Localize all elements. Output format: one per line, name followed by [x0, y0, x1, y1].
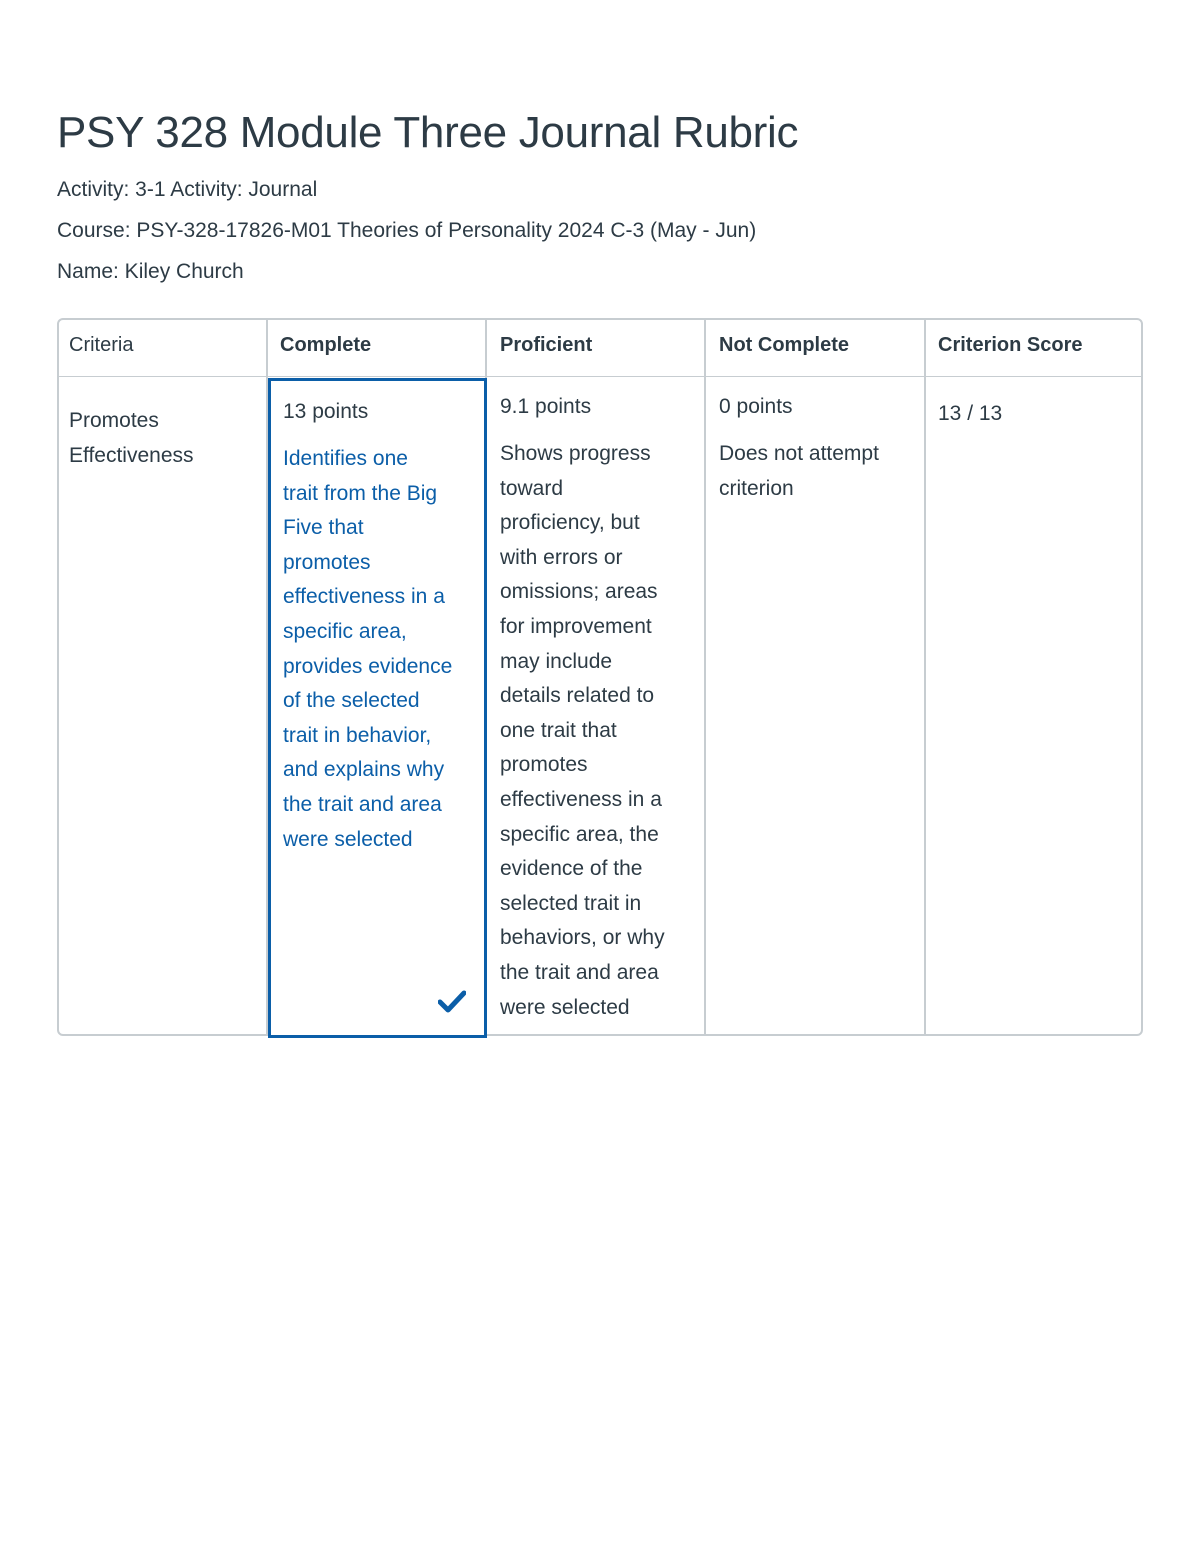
activity-line: Activity: 3-1 Activity: Journal: [57, 178, 318, 201]
rubric-table: [57, 318, 1143, 1036]
header-complete: Complete: [280, 334, 372, 356]
rating-description: Does not attempt criterion: [719, 442, 879, 500]
header-criteria: Criteria: [69, 334, 134, 356]
header-proficient: Proficient: [500, 334, 593, 356]
rating-points: 13 points: [283, 400, 369, 423]
header-criterion-score: Criterion Score: [938, 334, 1083, 356]
rating-description: Identifies one trait from the Big Five that promotes effectiveness in a specific area, provides evidence of the selected trait in behavior, and explains why the trait and area were selected: [283, 447, 453, 851]
rating-complete-selected[interactable]: [268, 378, 487, 1038]
header-not-complete: Not Complete: [719, 334, 849, 356]
student-name-line: Name: Kiley Church: [57, 260, 244, 283]
criterion-name: Promotes Effectiveness: [69, 409, 194, 467]
column-divider: [704, 320, 706, 1034]
rating-description: Shows progress toward proficiency, but with errors or omissions; areas for improvement may include details related to one trait that promotes effectiveness in a specific area, the evidence of the selected trait in behaviors, or why the trait and area were selected: [500, 442, 665, 1019]
criterion-score: 13 / 13: [938, 402, 1003, 425]
rating-points: 9.1 points: [500, 395, 592, 418]
column-divider: [924, 320, 926, 1034]
rubric-header-row: [59, 320, 1141, 377]
course-line: Course: PSY-328-17826-M01 Theories of Personality 2024 C-3 (May - Jun): [57, 219, 757, 242]
checkmark-icon: [438, 989, 466, 1013]
rating-points: 0 points: [719, 395, 793, 418]
page-title: PSY 328 Module Three Journal Rubric: [57, 108, 799, 157]
